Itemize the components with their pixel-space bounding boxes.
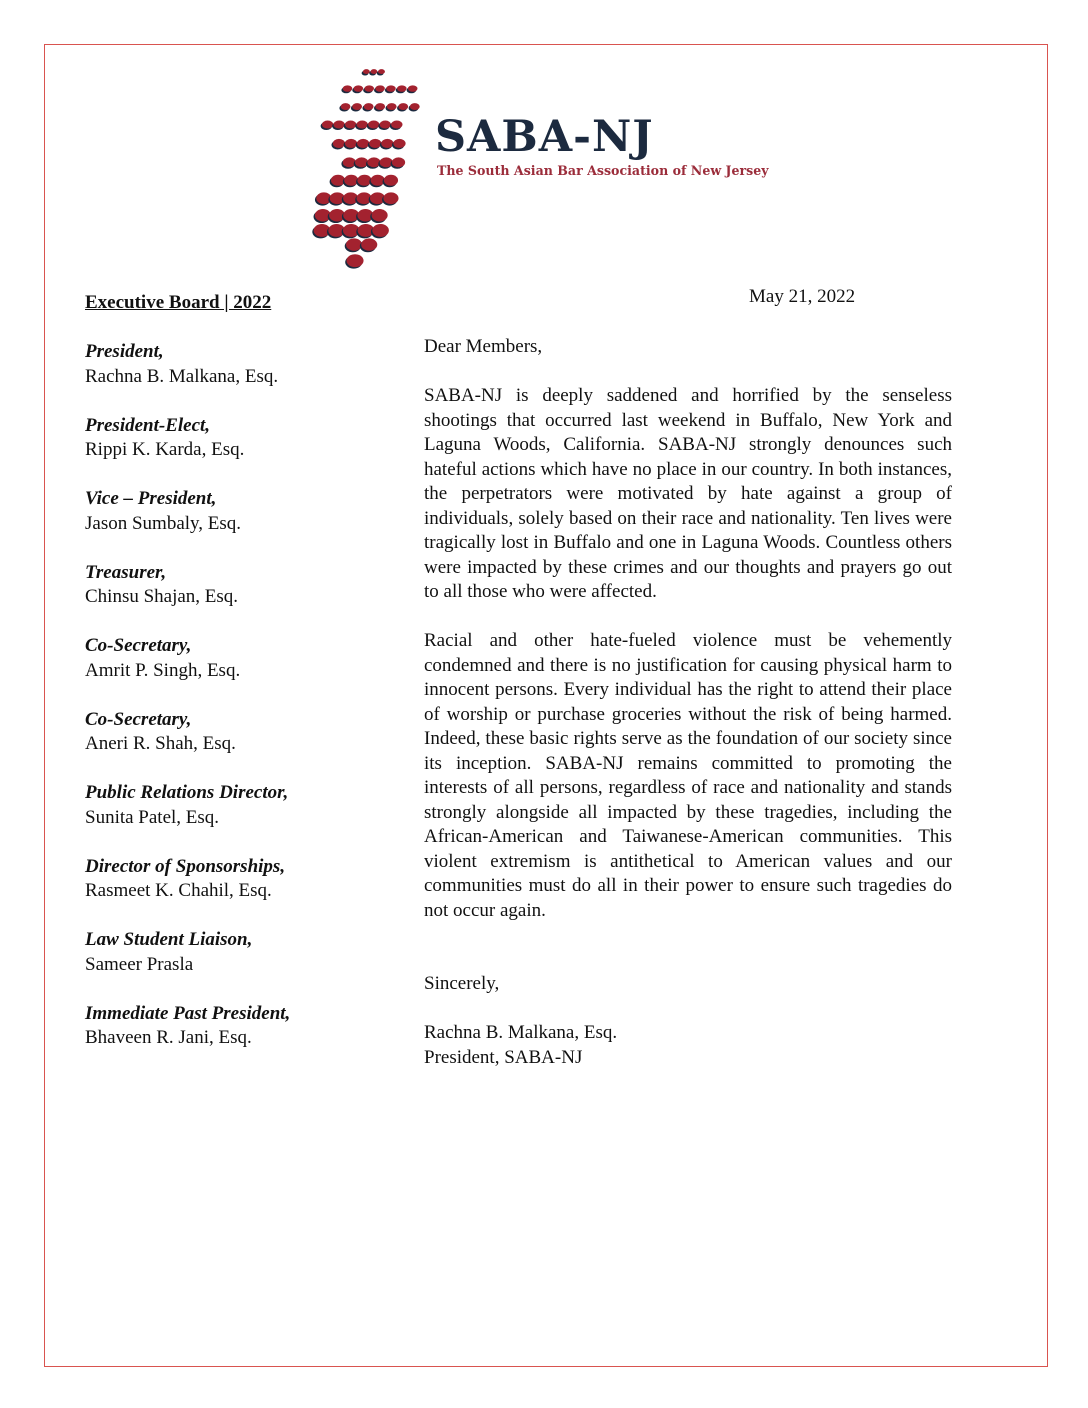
board-member: [85, 487, 365, 536]
board-member: [85, 1002, 365, 1051]
logo-dot: [344, 175, 358, 186]
logo-dot: [345, 121, 356, 129]
logo-dot: [333, 121, 344, 129]
logo-dot: [367, 157, 380, 167]
logo-dot: [393, 139, 405, 148]
logo-dot: [363, 69, 370, 74]
logo-dot: [380, 157, 393, 167]
logo-dot: [364, 103, 374, 110]
board-role: President-Elect,: [85, 414, 211, 436]
board-name: Sameer Prasla: [85, 953, 194, 975]
logo-dot: [384, 175, 398, 186]
board-name: Aneri R. Shah, Esq.: [85, 733, 236, 754]
logo-dot: [341, 103, 351, 110]
logo-dot: [375, 85, 384, 91]
logo-dot: [372, 224, 389, 237]
logo-dot: [357, 139, 369, 148]
logo-dot: [347, 254, 364, 267]
logo-dot: [368, 121, 379, 129]
board-name: Rippi K. Karda, Esq.: [85, 439, 245, 460]
board-name: Sunita Patel, Esq.: [85, 806, 220, 828]
board-role: Vice – President,: [85, 488, 217, 509]
logo-dot: [357, 175, 371, 186]
logo-dot: [397, 85, 406, 91]
board-role: Director of Sponsorships,: [85, 855, 286, 877]
board-role: President,: [85, 341, 164, 362]
logo-dot: [398, 103, 408, 110]
board-name: Bhaveen R. Jani, Esq.: [85, 1027, 252, 1048]
board-name: Jason Sumbaly, Esq.: [85, 512, 242, 534]
board-role: Co-Secretary,: [85, 708, 192, 730]
logo-dot: [386, 85, 395, 91]
logo-dot: [410, 103, 420, 110]
logo-dot: [346, 238, 362, 250]
logo-dot: [378, 69, 385, 74]
logo-dot: [352, 103, 362, 110]
logo-dot: [383, 192, 398, 204]
logo-dot: [322, 121, 333, 129]
board-role: Treasurer,: [85, 561, 167, 583]
logo-dot: [343, 85, 352, 91]
logo-dot: [333, 139, 345, 148]
logo-dot: [361, 238, 377, 250]
board-member: [85, 928, 365, 977]
executive-board: [85, 291, 365, 1051]
board-member: [85, 781, 365, 830]
closing: Sincerely,: [424, 973, 500, 994]
board-name: Rachna B. Malkana, Esq.: [85, 365, 279, 387]
logo-dot: [380, 121, 391, 129]
nj-map-dots-logo-icon: [308, 64, 438, 272]
board-member: [85, 561, 365, 610]
logo-dot: [345, 139, 357, 148]
logo-dot: [372, 209, 388, 221]
logo-dot: [408, 85, 417, 91]
letter-date: May 21, 2022: [749, 286, 856, 307]
letter-paragraph: Racial and other hate-fueled violence must be vehemently condemned and there is no justification for causing physical harm to innocent persons. Every individual has the right to attend their place of worship or purchase groceries without the risk of being harmed. Indeed, these basic rights serve as the foundation of our society since its inception. SABA-NJ remains committed to promoting the interests of all persons, regardless of race and nationality and stands strongly alongside all impacted by these tragedies, including the African-American and Taiwanese-American communities. This violent extremism is antithetical to American values and our communities must do all in their power to ensure such tragedies do not occur again.: [424, 630, 952, 921]
logo-dot: [371, 175, 385, 186]
logo-title: SABA-NJ: [435, 112, 654, 162]
board-member: [85, 855, 365, 904]
board-member: [85, 634, 365, 683]
logo-dot: [343, 157, 356, 167]
signer-title: President, SABA-NJ: [424, 1046, 583, 1068]
letter-body: [424, 335, 952, 1070]
board-role: Public Relations Director,: [85, 782, 289, 803]
logo-dot: [331, 175, 345, 186]
logo-dot: [392, 157, 405, 167]
logo-dot: [364, 85, 373, 91]
board-member: [85, 340, 365, 389]
logo-dot: [381, 139, 393, 148]
board-name: Amrit P. Singh, Esq.: [85, 659, 241, 681]
board-role: Law Student Liaison,: [85, 929, 253, 950]
logo-dot: [354, 85, 363, 91]
logo-subtitle: The South Asian Bar Association of New Jersey: [437, 163, 769, 178]
logo-dot: [387, 103, 397, 110]
board-name: Chinsu Shajan, Esq.: [85, 586, 239, 607]
letter-paragraph: SABA-NJ is deeply saddened and horrified by the senseless shootings that occurred last weekend in Buffalo, New York and Laguna Woods, California. SABA-NJ strongly denounces such hateful actions which have no place in our country. In both instances, the perpetrators were motivated by hate against a group of individuals, solely based on their race and nationality. Ten lives were tragically lost in Buffalo and one in Laguna Woods. Countless others were impacted by these crimes and our thoughts and prayers go out to all those who were affected.: [424, 385, 952, 602]
board-member: [85, 708, 365, 757]
salutation: Dear Members,: [424, 336, 543, 357]
signer-name: Rachna B. Malkana, Esq.: [424, 1022, 618, 1043]
board-name: Rasmeet K. Chahil, Esq.: [85, 880, 272, 901]
board-member: [85, 414, 365, 463]
logo-dot: [391, 121, 402, 129]
logo-dot: [355, 157, 368, 167]
logo-dot: [371, 69, 378, 74]
executive-board-heading: Executive Board | 2022: [85, 292, 272, 313]
logo-dot: [357, 121, 368, 129]
logo-dot: [375, 103, 385, 110]
logo-dot: [369, 139, 381, 148]
board-role: Immediate Past President,: [85, 1002, 291, 1024]
board-role: Co-Secretary,: [85, 635, 192, 656]
